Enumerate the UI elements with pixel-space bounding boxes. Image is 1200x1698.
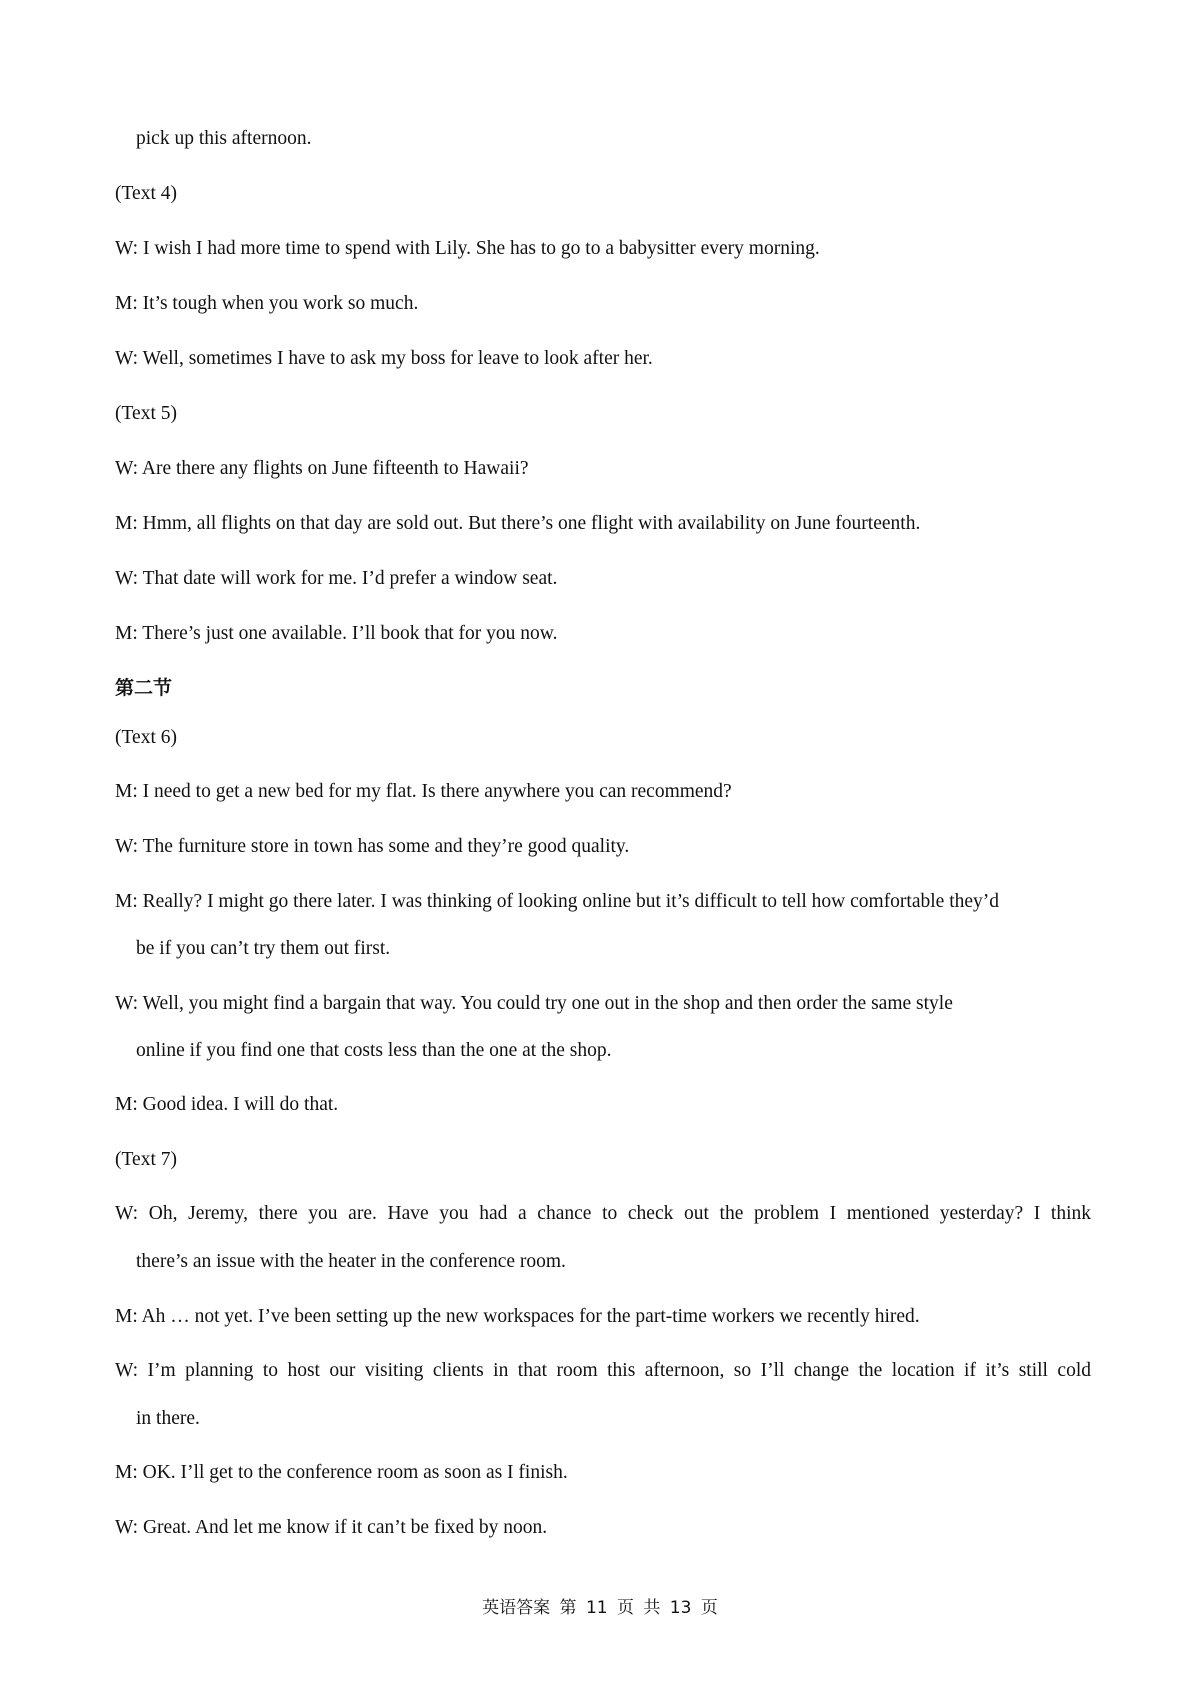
page-footer: 英语答案 第 11 页 共 13 页	[482, 1598, 718, 1618]
dialogue-line: M: Hmm, all flights on that day are sold out. But there’s one flight with availability on June fourteenth.	[115, 513, 921, 534]
dialogue-line: M: Good idea. I will do that.	[115, 1094, 339, 1115]
dialogue-line: M: OK. I’ll get to the conference room as soon as I finish.	[115, 1462, 568, 1483]
dialogue-line: W: Well, sometimes I have to ask my boss for leave to look after her.	[115, 348, 653, 369]
dialogue-continuation: be if you can’t try them out first.	[136, 938, 391, 959]
dialogue-line: W: I’m planning to host our visiting clients in that room this afternoon, so I’ll change the location if it’s still cold	[115, 1360, 1091, 1381]
dialogue-line: W: Well, you might find a bargain that way. You could try one out in the shop and then order the same style	[115, 993, 953, 1014]
dialogue-line: W: Oh, Jeremy, there you are. Have you had a chance to check out the problem I mentioned yesterday? I think	[115, 1203, 1091, 1224]
text-line: pick up this afternoon.	[136, 128, 312, 149]
text-heading: (Text 5)	[115, 403, 177, 424]
dialogue-line: W: The furniture store in town has some and they’re good quality.	[115, 836, 630, 857]
text-heading: (Text 6)	[115, 727, 177, 748]
dialogue-continuation: online if you find one that costs less than the one at the shop.	[136, 1040, 612, 1061]
section-heading: 第二节	[115, 677, 173, 699]
dialogue-line: M: It’s tough when you work so much.	[115, 293, 419, 314]
dialogue-line: M: There’s just one available. I’ll book that for you now.	[115, 623, 558, 644]
dialogue-line: W: Great. And let me know if it can’t be fixed by noon.	[115, 1517, 548, 1538]
dialogue-line: M: I need to get a new bed for my flat. Is there anywhere you can recommend?	[115, 781, 732, 802]
dialogue-line: M: Really? I might go there later. I was thinking of looking online but it’s difficult to tell how comfortable they’d	[115, 891, 1000, 912]
dialogue-line: W: I wish I had more time to spend with Lily. She has to go to a babysitter every morning.	[115, 238, 820, 259]
dialogue-line: W: That date will work for me. I’d prefer a window seat.	[115, 568, 558, 589]
text-heading: (Text 4)	[115, 183, 177, 204]
dialogue-continuation: there’s an issue with the heater in the conference room.	[136, 1251, 566, 1272]
dialogue-continuation: in there.	[136, 1408, 200, 1429]
text-heading: (Text 7)	[115, 1149, 177, 1170]
dialogue-line: M: Ah … not yet. I’ve been setting up the new workspaces for the part-time workers we recently hired.	[115, 1306, 920, 1327]
dialogue-line: W: Are there any flights on June fifteenth to Hawaii?	[115, 458, 529, 479]
